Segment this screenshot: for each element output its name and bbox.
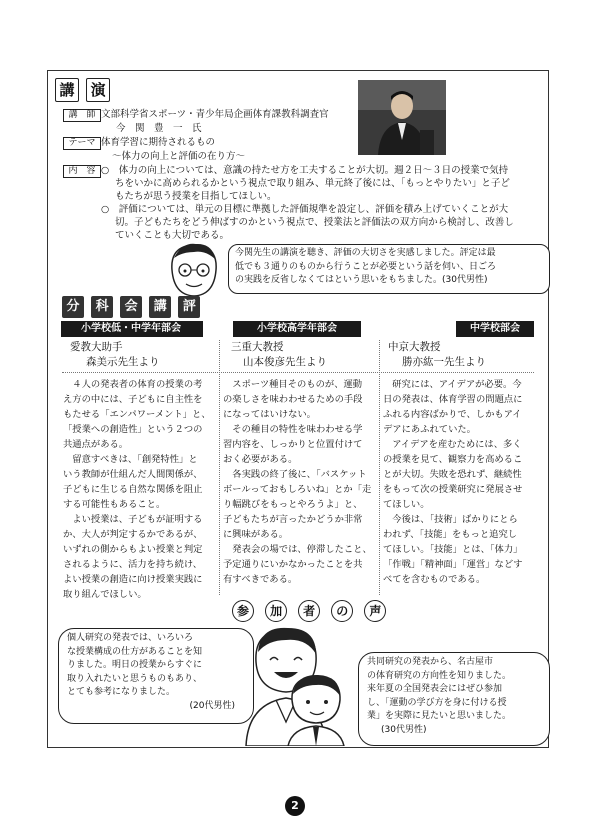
heading-char: の	[331, 600, 353, 622]
body-line: 「作戦」「精神面」「運営」などす	[383, 559, 523, 570]
content-line: ○ 体力の向上については、意識の持たせ方を工夫することが大切。週２日～３日の授業で気持	[101, 165, 509, 176]
column-header-upper: 小学校高学年部会	[233, 321, 361, 337]
reviewer-name: 山本俊彦先生より	[243, 356, 327, 368]
body-line: ボールっておもしろいね」とか「走	[223, 484, 372, 495]
body-line: り幅跳びをもっとやろうよ」と、	[223, 499, 363, 510]
lecture-heading	[55, 78, 112, 102]
body-line: 有すべきである。	[223, 574, 298, 585]
heading-char: 参	[232, 600, 254, 622]
heading-char: 科	[91, 296, 113, 318]
subcommittee-heading	[62, 295, 202, 318]
body-line: とが大切。失敗を恐れず、継続性	[383, 469, 522, 480]
comment-line: 今関先生の講演を聴き、評価の大切さを実感しました。評定は最	[235, 248, 496, 258]
body-line: その種目の特性を味わわせる学	[223, 424, 363, 435]
page-number: 2	[285, 796, 305, 816]
theme-label: テーマ	[63, 137, 101, 150]
body-line: の楽しさを味わわせるための手段	[223, 394, 363, 405]
lecturer-photo	[358, 80, 446, 155]
column-header-low-mid: 小学校低・中学年部会	[61, 321, 201, 337]
body-line: 「授業への創造性」という２つの	[63, 424, 203, 435]
theme-main: 体育学習に期待されるもの	[101, 137, 216, 148]
voice-line: 取り入れたいと思うものもあり、	[67, 673, 203, 684]
body-line: する可能性もあること。	[63, 499, 166, 510]
voice-bubble-right	[358, 652, 550, 746]
heading-char: 講	[149, 296, 171, 318]
voice-attribution: (20代男性)	[189, 700, 235, 711]
voice-line: の体育研究の方向性を知りました。	[367, 670, 512, 681]
body-line: 取り組んでほしい。	[63, 589, 147, 600]
voice-line: な授業構成の仕方があることを知	[67, 646, 203, 657]
heading-char: 会	[120, 296, 142, 318]
body-line: 日の発表は、体育学習の問題点に	[383, 394, 523, 405]
column-divider	[219, 340, 220, 595]
content-line: ていくことも大切である。	[115, 230, 230, 241]
reviewer-block	[388, 340, 533, 370]
body-line: の授業を見て、観察力を高めるこ	[383, 454, 523, 465]
body-line: 留意すべきは、「創発特性」と	[63, 454, 198, 465]
heading-char: 演	[86, 78, 110, 102]
glasses-man-icon	[162, 240, 224, 300]
body-line: てほしい。「技能」とは、「体力」	[383, 544, 523, 555]
voice-line: 来年夏の全国発表会にはぜひ参加	[367, 684, 503, 694]
smiling-men-icon	[236, 622, 356, 746]
body-line: もたせる「エンパワーメント」と、	[63, 409, 211, 420]
theme-sub: ～体力の向上と評価の在り方～	[112, 151, 246, 162]
body-line: に興味がある。	[223, 529, 289, 540]
content-line: ちをいかに高められるかという視点で取り組み、単元終了後には、「もっとやりたい」と子ど	[115, 178, 510, 189]
body-line: 習内容を、しっかりと位置付けて	[223, 439, 363, 450]
content-line: ○ 評価については、単元の目標に準拠した評価規準を設定し、評価を積み上げていくことが大	[101, 204, 509, 215]
review-body-junior-high	[383, 377, 538, 587]
voice-bubble-left	[58, 628, 254, 724]
heading-char: 者	[298, 600, 320, 622]
body-line: 子どもに生じる自然な関係を阻止	[63, 484, 203, 495]
voice-line: 共同研究の発表から、名古屋市	[367, 657, 494, 667]
lecture-content	[101, 164, 541, 242]
voice-line: 業」を実際に見たいと思いました。	[367, 711, 512, 721]
body-line: よい授業は、子どもが証明する	[63, 514, 203, 525]
reviewer-name: 森美示先生より	[86, 356, 160, 368]
body-line: われず、「技能」をもっと追究し	[383, 529, 518, 540]
person-photo-icon	[358, 80, 446, 155]
review-body-upper	[223, 377, 378, 587]
voice-line: 個人研究の発表では、いろいろ	[67, 633, 194, 643]
body-line: いずれの側からもよい授業と判定	[63, 544, 203, 555]
body-line: おく必要がある。	[223, 454, 298, 465]
body-line: てほしい。	[383, 499, 430, 510]
body-line: 今後は、「技術」ばかりにとら	[383, 514, 518, 525]
body-line: アイデアを産むためには、多く	[383, 439, 522, 450]
body-line: いう教師が仕組んだ人間関係が、	[63, 469, 203, 480]
lecturer-name: 今 関 豊 一 氏	[116, 123, 202, 134]
voice-line: りました。明日の授業からすぐに	[67, 660, 203, 670]
name-separator	[62, 372, 534, 373]
body-line: 発表会の場では、停滞したこと、	[223, 544, 372, 555]
heading-char: 分	[62, 296, 84, 318]
reviewer-block	[231, 340, 376, 370]
lecturer-affiliation: 文部科学省スポーツ・青少年局企画体育課教科調査官	[101, 109, 329, 120]
body-line: べてを含むものである。	[383, 574, 486, 585]
body-line: ４人の発表者の体育の授業の考	[63, 379, 203, 390]
body-line: ふれる内容ばかりで、しかもアイ	[383, 409, 522, 420]
body-line: をもって次の授業研究に発展させ	[383, 484, 523, 495]
reviewer-affiliation: 愛教大助手	[70, 341, 123, 353]
reviewer-affiliation: 三重大教授	[231, 341, 284, 353]
body-line: 共通点がある。	[63, 439, 129, 450]
heading-char: 評	[178, 296, 200, 318]
body-line: されるように、活力を持ち続け、	[63, 559, 203, 570]
body-line: 子どもたちが言ったかどうか非常	[223, 514, 363, 525]
header-band-link	[201, 321, 203, 337]
body-line: になってはいけない。	[223, 409, 316, 420]
content-line: もたちが思う授業を目指してほしい。	[115, 191, 277, 202]
content-label: 内 容	[63, 165, 101, 178]
body-line: よい授業の創造に向け授業実践に	[63, 574, 203, 585]
voice-line: し、「運動の学び方を身に付ける授	[367, 697, 507, 708]
body-line: え方の中には、子どもに自主性を	[63, 394, 203, 405]
body-line: スポーツ種目そのものが、運動	[223, 379, 363, 390]
column-header-junior-high: 中学校部会	[456, 321, 534, 337]
body-line: か、大人が判定するかであるが、	[63, 529, 203, 540]
body-line: 研究には、アイデアが必要。今	[383, 379, 522, 390]
body-line: デアにあふれていた。	[383, 424, 476, 435]
comment-line: 低でも３通りのものから行うことが必要という話を伺い、日ごろ	[235, 261, 497, 272]
heading-char: 加	[265, 600, 287, 622]
voice-line: とても参考になりました。	[67, 687, 176, 697]
body-line: 予定通りにいかなかったことを共	[223, 559, 363, 570]
reviewer-block	[70, 340, 215, 370]
content-line: 切。子どもたちをどう伸ばすのかという視点で、授業法と評価法の双方向から検討し、改善し	[115, 217, 514, 228]
reviewer-name: 勝亦紘一先生より	[402, 356, 486, 368]
lecturer-label: 講 師	[63, 109, 101, 122]
body-line: 各実践の終了後に、「バスケット	[223, 469, 367, 480]
review-body-low-mid	[63, 377, 218, 602]
voices-heading	[232, 600, 392, 622]
heading-char: 講	[55, 78, 79, 102]
heading-char: 声	[364, 600, 386, 622]
lecture-comment-bubble	[228, 244, 550, 294]
voice-attribution: (30代男性)	[381, 724, 427, 735]
column-divider	[379, 340, 380, 595]
comment-line: の実践を反省しなくてはという思いをもちました。(30代男性)	[235, 275, 488, 285]
reviewer-affiliation: 中京大教授	[388, 341, 441, 353]
